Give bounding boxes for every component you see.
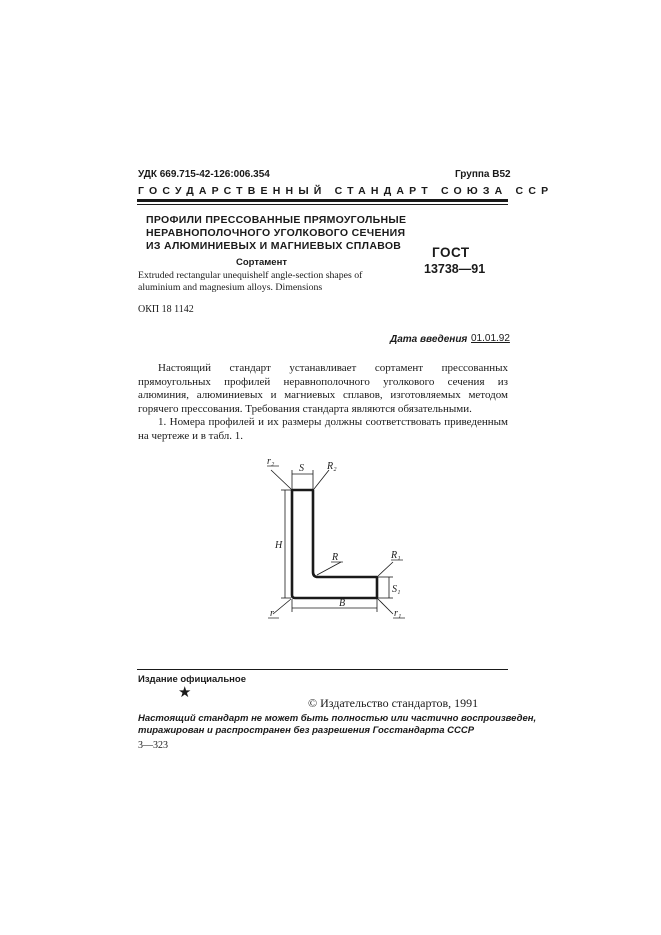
intro-date-value: 01.01.92 — [471, 333, 510, 344]
label-b: B — [339, 598, 346, 609]
footer-rule — [137, 669, 508, 670]
leader-r2 — [271, 470, 291, 489]
okp-code: ОКП 18 1142 — [138, 304, 194, 315]
label-r-inner: R — [332, 552, 339, 563]
state-standard-heading: ГОСУДАРСТВЕННЫЙ СТАНДАРТ СОЮЗА ССР — [138, 185, 554, 197]
english-title-line-2: aluminium and magnesium alloys. Dimensions — [138, 281, 323, 293]
angle-profile-drawing — [255, 456, 415, 626]
title-line-2: НЕРАВНОПОЛОЧНОГО УГОЛКОВОГО СЕЧЕНИЯ — [146, 227, 406, 239]
label-r-bottom-left: r — [270, 608, 274, 619]
group-code: Группа В52 — [455, 169, 511, 180]
leader-r-inner — [317, 562, 341, 575]
udk-code: УДК 669.715-42-126:006.354 — [138, 169, 270, 180]
document-subtitle: Сортамент — [236, 257, 287, 268]
notice-line-1: Настоящий стандарт не может быть полностью или частично воспроизведен, — [138, 713, 537, 724]
title-line-1: ПРОФИЛИ ПРЕССОВАННЫЕ ПРЯМОУГОЛЬНЫЕ — [146, 214, 407, 226]
leader-r-outer — [314, 470, 329, 489]
label-r-outer: R₂ — [327, 461, 337, 472]
gost-label: ГОСТ — [432, 245, 470, 260]
title-line-3: ИЗ АЛЮМИНИЕВЫХ И МАГНИЕВЫХ СПЛАВОВ — [146, 240, 402, 252]
body-text — [138, 362, 508, 443]
english-title-line-1: Extruded rectangular unequishelf angle-section shapes of — [138, 270, 363, 281]
profile-outline — [292, 490, 377, 598]
notice-line-2: тиражирован и распространен без разрешения Госстандарта СССР — [138, 724, 475, 736]
official-edition: Издание официальное — [138, 674, 246, 685]
leader-r1-bottom — [378, 599, 393, 614]
paragraph-intro: Настоящий стандарт устанавливает сортамент прессованных прямоугольных профилей неравнополочного уголкового сечения из алюминия, алюминиевых и магниевых сплавов, изготовляемых методом горячего прессования. Требования стандарта являются обязательными. — [138, 362, 508, 415]
label-s: S — [299, 463, 304, 474]
header-rule-thin — [137, 204, 508, 205]
intro-date-label: Дата введения — [390, 334, 468, 345]
label-r2: r₂ — [267, 456, 275, 467]
english-title — [138, 270, 362, 293]
label-r1-top: R₁ — [391, 550, 401, 561]
label-h: H — [275, 540, 283, 551]
copyright-line: © Издательство стандартов, 1991 — [308, 696, 479, 710]
document-title — [146, 214, 406, 253]
paragraph-clause-1: 1. Номера профилей и их размеры должны соответствовать приведенным на чертеже и в табл. 1. — [138, 416, 508, 442]
label-r1-bottom: r₁ — [394, 608, 402, 619]
leader-r-bottom-left — [273, 599, 291, 614]
label-s1: S₁ — [392, 584, 401, 595]
gost-number: 13738—91 — [424, 262, 486, 276]
header-rule-thick — [137, 199, 508, 202]
star-icon: ★ — [178, 685, 192, 701]
leader-r1-top — [378, 562, 393, 576]
reproduction-notice — [138, 713, 536, 736]
page-number: 3—323 — [138, 740, 168, 751]
